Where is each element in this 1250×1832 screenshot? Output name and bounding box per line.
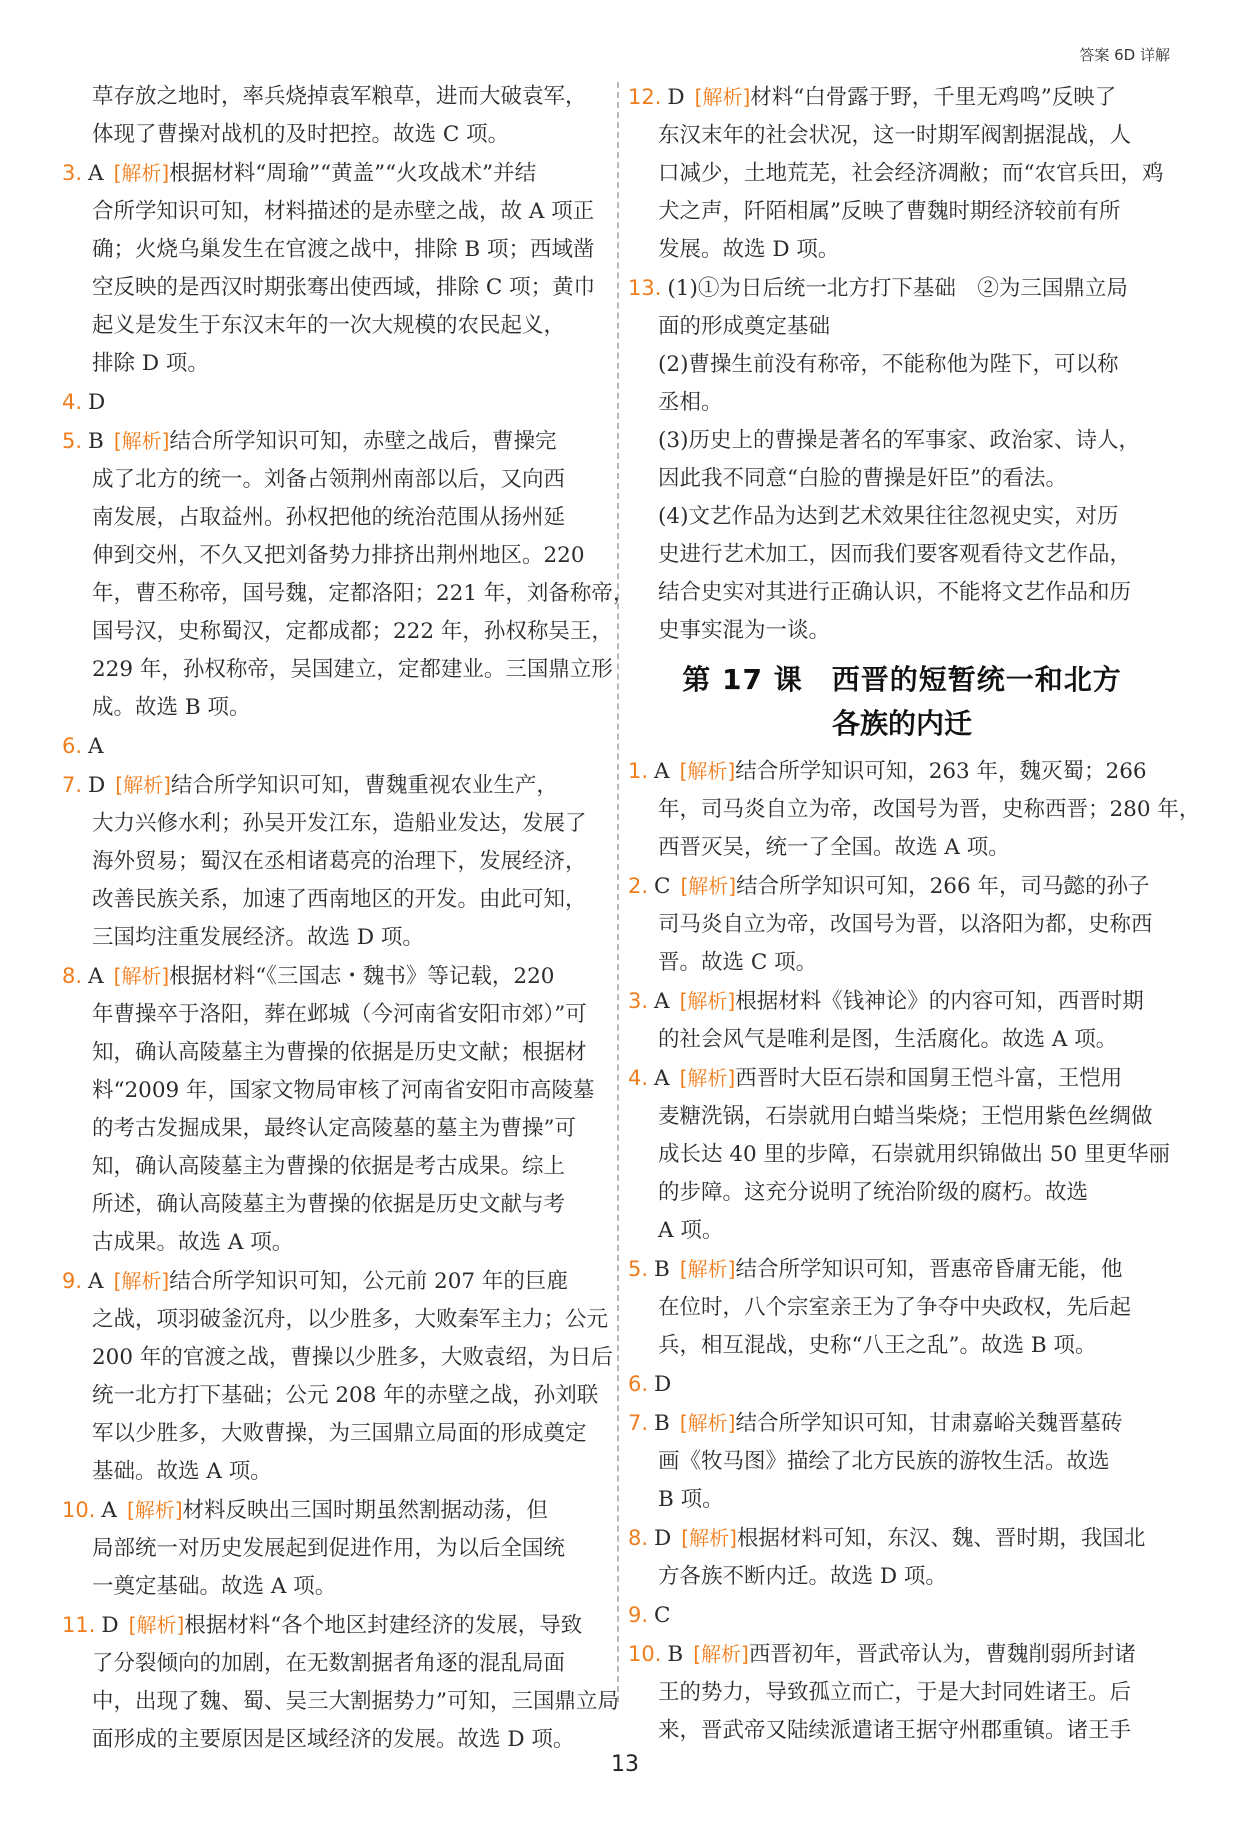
answer-choice: D [654, 1372, 672, 1397]
answer-line [62, 78, 602, 116]
answer-text: 发展。故选 D 项。 [658, 237, 840, 262]
answer-choice: A [88, 734, 104, 759]
question-number: 3. [62, 161, 83, 185]
answer-line [628, 1519, 1176, 1558]
answer-choice: C [654, 874, 671, 899]
answer-text: 犬之声，阡陌相属”反映了曹魏时期经济较前有所 [658, 199, 1121, 224]
answer-text: 结合史实对其进行正确认识，不能将文艺作品和历 [658, 580, 1132, 605]
answer-line [628, 906, 1176, 944]
answer-line [628, 982, 1176, 1021]
answer-line [628, 829, 1176, 867]
answer-text: 确；火烧乌巢发生在官渡之战中，排除 B 项；西域凿 [92, 237, 595, 262]
answer-item [62, 957, 602, 1262]
question-number: 12. [628, 85, 662, 109]
answer-text: (2)曹操生前没有称帝，不能称他为陛下，可以称 [658, 352, 1119, 377]
answer-text: 改善民族关系，加速了西南地区的开发。由此可知， [92, 887, 587, 912]
answer-item [628, 1404, 1176, 1519]
answer-text: 因此我不同意“白脸的曹操是奸臣”的看法。 [658, 466, 1067, 491]
answer-line [628, 574, 1176, 612]
lesson-title [628, 658, 1176, 746]
answer-text: 南发展，占取益州。孙权把他的统治范围从扬州延 [92, 505, 566, 530]
answer-line [628, 384, 1176, 422]
answer-line [62, 1606, 602, 1645]
answer-item [628, 1519, 1176, 1596]
answer-line [628, 422, 1176, 460]
answer-text: 基础。故选 A 项。 [92, 1459, 272, 1484]
answer-choice: A [654, 989, 670, 1014]
answer-line [628, 498, 1176, 536]
right-column-answers-top [628, 78, 1176, 650]
page-header: 答案 6D 详解 [1079, 46, 1170, 64]
analysis-tag: [解析] [680, 874, 737, 898]
answer-choice: A [654, 1066, 670, 1091]
answer-text: 年，曹丕称帝，国号魏，定都洛阳；221 年，刘备称帝， [92, 581, 635, 606]
analysis-tag: [解析] [126, 1498, 183, 1522]
answer-text: 结合所学知识可知，266 年，司马懿的孙子 [736, 874, 1150, 899]
answer-text: 王的势力，导致孤立而亡，于是大封同姓诸王。后 [658, 1680, 1132, 1705]
answer-item [62, 422, 635, 727]
answer-text: 伸到交州，不久又把刘备势力排挤出荆州地区。220 [92, 543, 585, 568]
answer-text: 来，晋武帝又陆续派遣诸王据守州郡重镇。诸王手 [658, 1718, 1132, 1743]
answer-text: (4)文艺作品为达到艺术效果往往忽视史实，对历 [658, 504, 1119, 529]
answer-line [62, 843, 602, 881]
answer-choice: D [88, 390, 106, 415]
answer-text: 材料反映出三国时期虽然割据动荡，但 [182, 1498, 549, 1523]
answer-choice: A [88, 1269, 104, 1294]
answer-text: 了分裂倾向的加剧，在无数割据者角逐的混乱局面 [92, 1651, 566, 1676]
answer-line [628, 1174, 1176, 1212]
answer-text: 根据材料“周瑜”“黄盖”“火攻战术”并结 [169, 161, 537, 186]
analysis-tag: [解析] [693, 1642, 749, 1666]
answer-line [62, 1186, 602, 1224]
answer-text: 面的形成奠定基础 [658, 314, 831, 339]
answer-line [628, 1250, 1176, 1289]
answer-line [62, 499, 602, 537]
answer-line [62, 1034, 602, 1072]
answer-text: 根据材料“《三国志・魏书》等记载，220 [169, 964, 555, 989]
analysis-tag: [解析] [694, 85, 751, 109]
answer-text: 的考古发掘成果，最终认定高陵墓的墓主为曹操”可 [92, 1116, 576, 1141]
analysis-tag: [解析] [681, 1526, 737, 1550]
answer-text: 口减少，土地荒芜，社会经济凋敝；而“农官兵田，鸡 [658, 161, 1164, 186]
answer-text: 晋。故选 C 项。 [658, 950, 818, 975]
answer-line [62, 345, 602, 383]
answer-choice: D [667, 85, 685, 110]
column-divider [617, 82, 619, 1702]
answer-line [628, 1212, 1176, 1250]
answer-line [628, 117, 1176, 155]
answer-text: 国号汉，史称蜀汉，定都成都；222 年，孙权称吴王， [92, 619, 613, 644]
answer-text: 空反映的是西汉时期张骞出使西域，排除 C 项；黄巾 [92, 275, 596, 300]
answer-item [628, 1596, 1176, 1635]
answer-line [628, 1443, 1176, 1481]
analysis-tag: [解析] [679, 1066, 736, 1090]
answer-text: 成了北方的统一。刘备占领荆州南部以后，又向西 [92, 467, 566, 492]
answer-text: 丞相。 [658, 390, 723, 415]
question-number: 3. [628, 989, 649, 1013]
answer-text: 结合所学知识可知，曹魏重视农业生产， [170, 773, 558, 798]
answer-choice: D [654, 1526, 672, 1551]
answer-line [62, 193, 602, 231]
answer-item [628, 867, 1176, 982]
answer-line [62, 116, 602, 154]
answer-text: 体现了曹操对战机的及时把控。故选 C 项。 [92, 122, 510, 147]
question-number: 2. [628, 874, 649, 898]
answer-text: 结合所学知识可知，公元前 207 年的巨鹿 [169, 1269, 568, 1294]
answer-text: 面形成的主要原因是区域经济的发展。故选 D 项。 [92, 1727, 575, 1752]
answer-line [62, 154, 602, 193]
answer-text: 排除 D 项。 [92, 351, 209, 376]
answer-item [628, 752, 1201, 867]
answer-text: 军以少胜多，大败曹操，为三国鼎立局面的形成奠定 [92, 1421, 587, 1446]
analysis-tag: [解析] [113, 1269, 170, 1293]
answer-text: 成。故选 B 项。 [92, 695, 251, 720]
analysis-tag: [解析] [679, 1257, 736, 1281]
question-number: 8. [628, 1526, 649, 1550]
lesson-title-line2: 各族的内迁 [831, 707, 972, 740]
answer-line [62, 1262, 602, 1301]
answer-item [628, 1250, 1176, 1365]
answer-choice: B [667, 1642, 684, 1667]
answer-text: 西晋灭吴，统一了全国。故选 A 项。 [658, 835, 1010, 860]
answer-choice: B [654, 1257, 670, 1282]
answer-text: 合所学知识可知，材料描述的是赤壁之战，故 A 项正 [92, 199, 595, 224]
answer-text: 西晋初年，晋武帝认为，曹魏削弱所封诸 [748, 1642, 1136, 1667]
answer-text: 古成果。故选 A 项。 [92, 1230, 294, 1255]
analysis-tag: [解析] [113, 964, 170, 988]
answer-line [62, 1110, 602, 1148]
answer-text: 知，确认高陵墓主为曹操的依据是历史文献；根据材 [92, 1040, 587, 1065]
answer-text: A 项。 [658, 1218, 724, 1243]
answer-line [62, 1568, 602, 1606]
question-number: 10. [62, 1498, 96, 1522]
question-number: 9. [62, 1269, 83, 1293]
answer-text: (3)历史上的曹操是著名的军事家、政治家、诗人， [658, 428, 1140, 453]
answer-line [62, 1415, 602, 1453]
answer-line [62, 1683, 619, 1721]
answer-item [628, 1635, 1176, 1750]
answer-line [628, 1558, 1176, 1596]
answer-choice: D [101, 1613, 119, 1638]
answer-line [62, 996, 602, 1034]
answer-item [628, 269, 1176, 650]
answer-text: 司马炎自立为帝，改国号为晋，以洛阳为都，史称西 [658, 912, 1153, 937]
answer-text: 海外贸易；蜀汉在丞相诸葛亮的治理下，发展经济， [92, 849, 587, 874]
answer-line [62, 1453, 602, 1491]
answer-line [628, 944, 1176, 982]
answer-choice: A [88, 964, 104, 989]
answer-line [62, 1491, 602, 1530]
answer-line [628, 1596, 1176, 1635]
answer-line [62, 1377, 602, 1415]
answer-line [628, 791, 1201, 829]
answer-line [628, 612, 1176, 650]
question-number: 9. [628, 1603, 649, 1627]
answer-text: 根据材料可知，东汉、魏、晋时期，我国北 [736, 1526, 1146, 1551]
answer-line [628, 867, 1176, 906]
question-number: 7. [62, 773, 83, 797]
answer-text: 西晋时大臣石崇和国舅王恺斗富，王恺用 [735, 1066, 1123, 1091]
answer-text: 料“2009 年，国家文物局审核了河南省安阳市高陵墓 [92, 1078, 595, 1103]
answer-text: 的社会风气是唯利是图，生活腐化。故选 A 项。 [658, 1027, 1118, 1052]
answer-line [62, 422, 602, 461]
answer-line [62, 575, 635, 613]
answer-line [62, 269, 602, 307]
answer-line [62, 383, 602, 422]
answer-line [62, 1148, 602, 1186]
analysis-tag: [解析] [679, 989, 736, 1013]
answer-text: 根据材料“各个地区封建经济的发展，导致 [184, 1613, 583, 1638]
answer-line [628, 78, 1176, 117]
answer-line [628, 346, 1176, 384]
answer-line [628, 1404, 1176, 1443]
answer-line [628, 460, 1176, 498]
answer-text: 三国均注重发展经济。故选 D 项。 [92, 925, 424, 950]
answer-line [628, 155, 1176, 193]
answer-line [628, 1712, 1176, 1750]
answer-item [628, 1059, 1176, 1250]
answer-text: 方各族不断内迁。故选 D 项。 [658, 1564, 947, 1589]
answer-text: 年，司马炎自立为帝，改国号为晋，史称西晋；280 年， [658, 797, 1201, 822]
answer-line [62, 805, 602, 843]
answer-text: 结合所学知识可知，263 年，魏灭蜀；266 [735, 759, 1147, 784]
answer-item [62, 727, 602, 766]
answer-text: 所述，确认高陵墓主为曹操的依据是历史文献与考 [92, 1192, 566, 1217]
page-number: 13 [611, 1752, 639, 1777]
answer-line [628, 1289, 1176, 1327]
answer-line [62, 461, 602, 499]
answer-text: 画《牧马图》描绘了北方民族的游牧生活。故选 [658, 1449, 1110, 1474]
analysis-tag: [解析] [115, 773, 171, 797]
answer-line [62, 689, 602, 727]
answer-text: B 项。 [658, 1487, 724, 1512]
question-number: 10. [628, 1642, 662, 1666]
answer-text: 年曹操卒于洛阳，葬在邺城（今河南省安阳市郊）”可 [92, 1002, 587, 1027]
answer-line [62, 881, 602, 919]
answer-text: 知，确认高陵墓主为曹操的依据是考古成果。综上 [92, 1154, 566, 1179]
answer-item [62, 1606, 619, 1759]
answer-choice: C [654, 1603, 671, 1628]
answer-choice: B [88, 429, 104, 454]
answer-text: 的步障。这充分说明了统治阶级的腐朽。故选 [658, 1180, 1089, 1205]
question-number: 1. [628, 759, 649, 783]
answer-line [628, 1365, 1176, 1404]
answer-item [62, 1491, 602, 1606]
answer-text: 兵，相互混战，史称“八王之乱”。故选 B 项。 [658, 1333, 1097, 1358]
answer-choice: A [88, 161, 104, 186]
answer-item [628, 1365, 1176, 1404]
right-column-answers-bottom [628, 752, 1201, 1750]
answer-line [628, 193, 1176, 231]
answer-text: 统一北方打下基础；公元 208 年的赤壁之战，孙刘联 [92, 1383, 599, 1408]
answer-line [628, 1481, 1176, 1519]
answer-choice: B [654, 1411, 670, 1436]
left-column [62, 78, 635, 1759]
question-number: 4. [628, 1066, 649, 1090]
answer-choice: D [88, 773, 106, 798]
answer-text: 材料“白骨露于野，千里无鸡鸣”反映了 [750, 85, 1117, 110]
answer-choice: A [654, 759, 670, 784]
answer-line [62, 1072, 602, 1110]
answer-text: 东汉末年的社会状况，这一时期军阀割据混战，人 [658, 123, 1132, 148]
answer-text: 中，出现了魏、蜀、吴三大割据势力”可知，三国鼎立局 [92, 1689, 619, 1714]
question-number: 4. [62, 390, 83, 414]
answer-text: 200 年的官渡之战，曹操以少胜多，大败袁绍，为日后 [92, 1345, 613, 1370]
answer-text: 之战，项羽破釜沉舟，以少胜多，大败秦军主力；公元 [92, 1307, 609, 1332]
question-number: 7. [628, 1411, 649, 1435]
answer-text: 麦糖洗锅，石崇就用白蜡当柴烧；王恺用紫色丝绸做 [658, 1104, 1153, 1129]
answer-text: 一奠定基础。故选 A 项。 [92, 1574, 337, 1599]
analysis-tag: [解析] [128, 1613, 185, 1637]
answer-line [628, 1098, 1176, 1136]
question-number: 8. [62, 964, 83, 988]
answer-line [628, 269, 1176, 308]
right-column [628, 78, 1201, 1750]
answer-line [62, 1645, 602, 1683]
answer-line [628, 1021, 1176, 1059]
answer-line [628, 231, 1176, 269]
answer-text: 成长达 40 里的步障，石崇就用织锦做出 50 里更华丽 [658, 1142, 1171, 1167]
answer-line [628, 308, 1176, 346]
answer-line [628, 752, 1176, 791]
question-number: 6. [628, 1372, 649, 1396]
answer-text: 草存放之地时，率兵烧掉袁军粮草，进而大破袁军， [92, 84, 587, 109]
answer-text: 结合所学知识可知，晋惠帝昏庸无能，他 [735, 1257, 1123, 1282]
answer-line [628, 1327, 1176, 1365]
answer-choice: A [101, 1498, 117, 1523]
analysis-tag: [解析] [679, 759, 736, 783]
question-number: 11. [62, 1613, 96, 1637]
answer-text: 结合所学知识可知，赤壁之战后，曹操完 [169, 429, 557, 454]
question-number: 5. [628, 1257, 649, 1281]
answer-line [62, 1530, 602, 1568]
answer-line [62, 231, 602, 269]
answer-text: 大力兴修水利；孙吴开发江东，造船业发达，发展了 [92, 811, 587, 836]
answer-line [62, 957, 602, 996]
answer-item [628, 982, 1176, 1059]
answer-line [628, 1635, 1176, 1674]
answer-text: (1)①为日后统一北方打下基础 ②为三国鼎立局 [667, 276, 1128, 301]
question-number: 6. [62, 734, 83, 758]
answer-line [628, 1136, 1176, 1174]
analysis-tag: [解析] [113, 161, 170, 185]
answer-item [62, 1262, 613, 1491]
answer-line [62, 727, 602, 766]
answer-item [628, 78, 1176, 269]
answer-text: 在位时，八个宗室亲王为了争夺中央政权，先后起 [658, 1295, 1132, 1320]
answer-line [628, 1674, 1176, 1712]
answer-item [62, 154, 602, 383]
answer-text: 史事实混为一谈。 [658, 618, 831, 643]
answer-text: 结合所学知识可知，甘肃嘉峪关魏晋墓砖 [735, 1411, 1123, 1436]
answer-line [62, 919, 602, 957]
question-number: 13. [628, 276, 662, 300]
question-number: 5. [62, 429, 83, 453]
analysis-tag: [解析] [679, 1411, 736, 1435]
answer-line [62, 651, 613, 689]
answer-line [62, 307, 602, 345]
answer-line [628, 1059, 1176, 1098]
answer-item [62, 383, 602, 422]
answer-item [62, 78, 602, 154]
answer-text: 根据材料《钱神论》的内容可知，西晋时期 [735, 989, 1144, 1014]
analysis-tag: [解析] [113, 429, 170, 453]
answer-line [62, 766, 602, 805]
answer-item [62, 766, 602, 957]
lesson-title-line1: 第 17 课 西晋的短暂统一和北方 [682, 663, 1122, 696]
answer-line [62, 537, 602, 575]
answer-text: 起义是发生于东汉末年的一次大规模的农民起义， [92, 313, 566, 338]
answer-line [62, 1339, 613, 1377]
answer-line [62, 613, 613, 651]
answer-text: 史进行艺术加工，因而我们要客观看待文艺作品， [658, 542, 1132, 567]
answer-line [62, 1301, 609, 1339]
answer-text: 229 年，孙权称帝，吴国建立，定都建业。三国鼎立形 [92, 657, 613, 682]
answer-text: 局部统一对历史发展起到促进作用，为以后全国统 [92, 1536, 566, 1561]
answer-line [62, 1224, 602, 1262]
answer-line [628, 536, 1176, 574]
